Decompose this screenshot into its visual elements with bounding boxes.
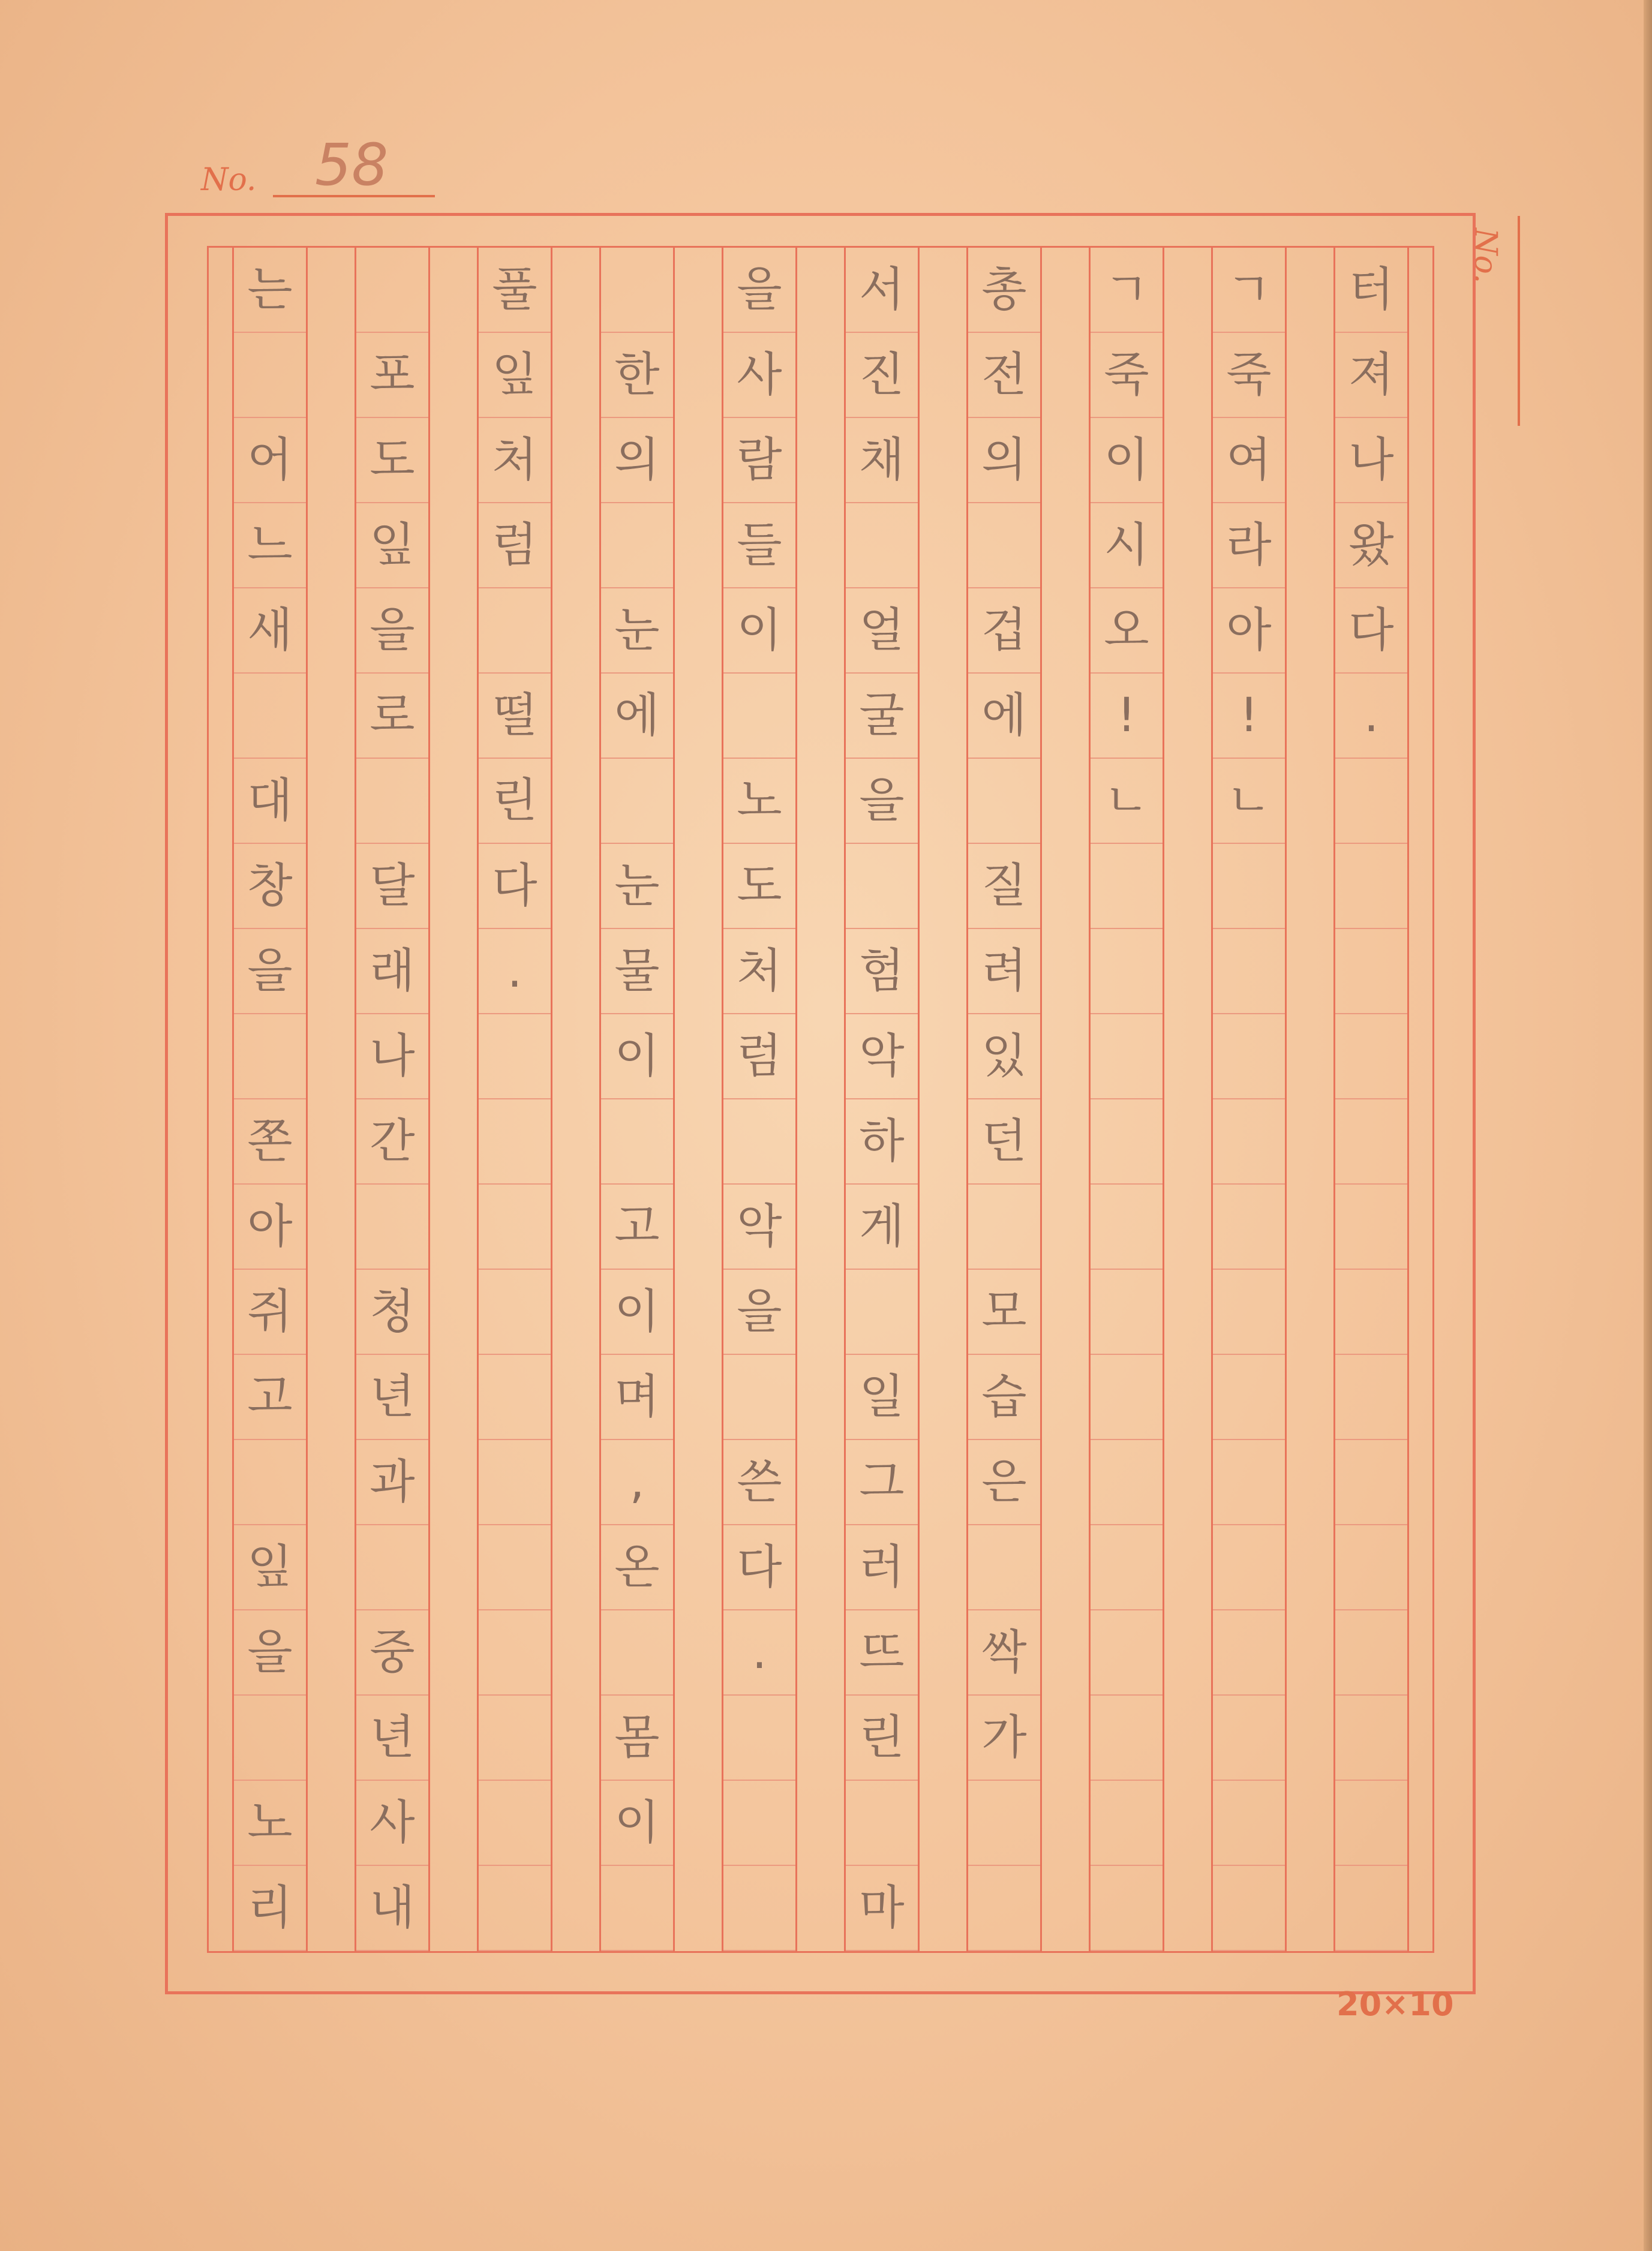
manuscript-cell (356, 248, 428, 333)
manuscript-cell (601, 248, 673, 333)
manuscript-cell: 대 (234, 759, 306, 844)
manuscript-cell (1335, 1014, 1407, 1099)
manuscript-cell (723, 1696, 795, 1781)
manuscript-cell (479, 1355, 551, 1440)
manuscript-cell: 싹 (968, 1610, 1040, 1696)
manuscript-cell: 얼 (846, 588, 918, 674)
manuscript-column (232, 248, 308, 1951)
manuscript-cell: 이 (601, 1014, 673, 1099)
manuscript-cell (479, 1781, 551, 1866)
manuscript-cell (1335, 1099, 1407, 1185)
manuscript-cell: 이 (601, 1270, 673, 1355)
manuscript-cell (1213, 1355, 1285, 1440)
manuscript-cell (1335, 1781, 1407, 1866)
manuscript-cell (1335, 1866, 1407, 1951)
manuscript-cell: ! (1091, 674, 1163, 759)
manuscript-cell: 을 (723, 1270, 795, 1355)
manuscript-cell: 몸 (601, 1696, 673, 1781)
manuscript-cell: . (723, 1610, 795, 1696)
manuscript-cell: 리 (234, 1866, 306, 1951)
manuscript-cell: 는 (234, 248, 306, 333)
manuscript-cell (356, 1185, 428, 1270)
manuscript-cell (1213, 929, 1285, 1014)
manuscript-cell (1213, 1610, 1285, 1696)
manuscript-cell: 있 (968, 1014, 1040, 1099)
manuscript-cell: 나 (1335, 418, 1407, 503)
manuscript-cell (1091, 1866, 1163, 1951)
manuscript-cell: 던 (968, 1099, 1040, 1185)
manuscript-cell (479, 1014, 551, 1099)
manuscript-cell: 다 (1335, 588, 1407, 674)
manuscript-cell (968, 1866, 1040, 1951)
manuscript-cell (356, 759, 428, 844)
side-number-label: No. (1467, 228, 1503, 284)
manuscript-cell (601, 503, 673, 588)
grid-size-label: 20×10 (1336, 1985, 1454, 2023)
manuscript-cell: 쫀 (234, 1099, 306, 1185)
manuscript-cell (968, 503, 1040, 588)
manuscript-cell (1213, 1270, 1285, 1355)
manuscript-cell (356, 1525, 428, 1610)
manuscript-cell: 노 (723, 759, 795, 844)
manuscript-cell (1213, 1866, 1285, 1951)
manuscript-cell (1091, 1610, 1163, 1696)
manuscript-cell: 잎 (234, 1525, 306, 1610)
manuscript-cell (1335, 1270, 1407, 1355)
manuscript-cell: 일 (846, 1355, 918, 1440)
manuscript-cell: 모 (968, 1270, 1040, 1355)
manuscript-cell: 의 (968, 418, 1040, 503)
manuscript-cell (1091, 1696, 1163, 1781)
manuscript-cell: ㄱ (1091, 248, 1163, 333)
manuscript-cell (1335, 759, 1407, 844)
manuscript-cell (479, 1440, 551, 1525)
manuscript-cell (479, 1099, 551, 1185)
manuscript-cell: 하 (846, 1099, 918, 1185)
manuscript-cell (479, 1270, 551, 1355)
manuscript-column (599, 248, 675, 1951)
manuscript-cell (1335, 1610, 1407, 1696)
manuscript-column (844, 248, 920, 1951)
manuscript-cell (1335, 1355, 1407, 1440)
manuscript-cell: 진 (846, 333, 918, 418)
manuscript-cell (1091, 1099, 1163, 1185)
manuscript-cell (1091, 1270, 1163, 1355)
manuscript-cell: 풀 (479, 248, 551, 333)
manuscript-cell (968, 1185, 1040, 1270)
manuscript-cell: 굴 (846, 674, 918, 759)
manuscript-cell (479, 588, 551, 674)
manuscript-cell: 처 (479, 418, 551, 503)
manuscript-cell: 에 (601, 674, 673, 759)
manuscript-cell: 중 (356, 1610, 428, 1696)
manuscript-cell (1335, 929, 1407, 1014)
manuscript-cell (601, 759, 673, 844)
manuscript-cell: 온 (601, 1525, 673, 1610)
manuscript-cell (1091, 1781, 1163, 1866)
manuscript-column (477, 248, 552, 1951)
manuscript-cell (1213, 1440, 1285, 1525)
manuscript-cell: 의 (601, 418, 673, 503)
manuscript-cell: 을 (234, 1610, 306, 1696)
manuscript-cell: . (1335, 674, 1407, 759)
manuscript-cell: 물 (601, 929, 673, 1014)
manuscript-cell: 을 (723, 248, 795, 333)
manuscript-cell: 죽 (1213, 333, 1285, 418)
manuscript-cell (1335, 844, 1407, 929)
manuscript-cell: ! (1213, 674, 1285, 759)
manuscript-cell: 도 (723, 844, 795, 929)
manuscript-cell: 창 (234, 844, 306, 929)
manuscript-cell (601, 1866, 673, 1951)
manuscript-cell (479, 1866, 551, 1951)
manuscript-cell: 뜨 (846, 1610, 918, 1696)
manuscript-cell: 죽 (1091, 333, 1163, 418)
manuscript-cell (723, 1866, 795, 1951)
manuscript-cell (1335, 1525, 1407, 1610)
manuscript-cell (234, 1014, 306, 1099)
manuscript-cell: 눈 (601, 844, 673, 929)
manuscript-cell (1091, 1014, 1163, 1099)
manuscript-cell (1091, 929, 1163, 1014)
manuscript-cell: 들 (723, 503, 795, 588)
manuscript-cell: 처 (723, 929, 795, 1014)
manuscript-cell (846, 844, 918, 929)
number-label: No. (201, 162, 257, 198)
manuscript-column (1211, 248, 1287, 1951)
manuscript-cell: 린 (846, 1696, 918, 1781)
manuscript-cell: 습 (968, 1355, 1040, 1440)
manuscript-cell: 에 (968, 674, 1040, 759)
manuscript-cell: 이 (1091, 418, 1163, 503)
manuscript-cell (1213, 1014, 1285, 1099)
manuscript-cell: 그 (846, 1440, 918, 1525)
manuscript-cell: 을 (846, 759, 918, 844)
manuscript-column (355, 248, 430, 1951)
manuscript-cell: 마 (846, 1866, 918, 1951)
manuscript-cell: 래 (356, 929, 428, 1014)
manuscript-cell (1335, 1696, 1407, 1781)
manuscript-cell (234, 333, 306, 418)
manuscript-cell: 악 (723, 1185, 795, 1270)
manuscript-column (1089, 248, 1164, 1951)
manuscript-cell: 년 (356, 1355, 428, 1440)
manuscript-cell: 떨 (479, 674, 551, 759)
manuscript-cell: 다 (479, 844, 551, 929)
paper-edge (1644, 0, 1652, 2251)
manuscript-cell (234, 1440, 306, 1525)
manuscript-cell: 여 (1213, 418, 1285, 503)
manuscript-cell: 려 (968, 929, 1040, 1014)
manuscript-cell (1335, 1440, 1407, 1525)
manuscript-cell (479, 1185, 551, 1270)
manuscript-cell: ㄴ (1091, 759, 1163, 844)
manuscript-cell: 채 (846, 418, 918, 503)
manuscript-cell: 쓴 (723, 1440, 795, 1525)
manuscript-cell (479, 1610, 551, 1696)
manuscript-cell (968, 1525, 1040, 1610)
manuscript-cell (968, 1781, 1040, 1866)
manuscript-cell (479, 1696, 551, 1781)
manuscript-cell: 이 (723, 588, 795, 674)
manuscript-grid (207, 246, 1434, 1953)
manuscript-cell: 과 (356, 1440, 428, 1525)
manuscript-cell (1213, 844, 1285, 929)
manuscript-cell: 오 (1091, 588, 1163, 674)
manuscript-cell (1091, 1440, 1163, 1525)
manuscript-cell (1091, 844, 1163, 929)
manuscript-cell: 터 (1335, 248, 1407, 333)
manuscript-columns (209, 248, 1432, 1951)
manuscript-cell: 럼 (723, 1014, 795, 1099)
manuscript-cell: 눈 (601, 588, 673, 674)
manuscript-cell: 을 (356, 588, 428, 674)
manuscript-cell: 을 (234, 929, 306, 1014)
manuscript-cell (723, 1781, 795, 1866)
manuscript-cell (1091, 1185, 1163, 1270)
manuscript-cell: 나 (356, 1014, 428, 1099)
manuscript-cell: 간 (356, 1099, 428, 1185)
manuscript-cell (1091, 1525, 1163, 1610)
manuscript-cell: 고 (234, 1355, 306, 1440)
manuscript-column (722, 248, 797, 1951)
side-number-field (1467, 216, 1520, 426)
manuscript-cell: 은 (968, 1440, 1040, 1525)
manuscript-cell: 포 (356, 333, 428, 418)
manuscript-cell: 험 (846, 929, 918, 1014)
manuscript-cell (601, 1610, 673, 1696)
manuscript-cell: ㄱ (1213, 248, 1285, 333)
manuscript-cell (723, 1099, 795, 1185)
manuscript-cell: 이 (601, 1781, 673, 1866)
manuscript-cell (846, 503, 918, 588)
manuscript-column (966, 248, 1042, 1951)
manuscript-cell: 노 (234, 1781, 306, 1866)
manuscript-cell (846, 1781, 918, 1866)
manuscript-cell (234, 674, 306, 759)
manuscript-column (1333, 248, 1409, 1951)
manuscript-cell (1213, 1099, 1285, 1185)
manuscript-cell (479, 1525, 551, 1610)
manuscript-cell (968, 759, 1040, 844)
manuscript-cell: 사 (723, 333, 795, 418)
manuscript-cell: 잎 (479, 333, 551, 418)
page-number: 58 (273, 135, 435, 197)
manuscript-cell: 년 (356, 1696, 428, 1781)
manuscript-cell (601, 1099, 673, 1185)
manuscript-cell: 한 (601, 333, 673, 418)
manuscript-cell (846, 1270, 918, 1355)
manuscript-cell: 질 (968, 844, 1040, 929)
manuscript-cell: 아 (1213, 588, 1285, 674)
manuscript-cell: 청 (356, 1270, 428, 1355)
manuscript-cell: 도 (356, 418, 428, 503)
manuscript-cell (1213, 1185, 1285, 1270)
manuscript-cell: 총 (968, 248, 1040, 333)
manuscript-cell: 느 (234, 503, 306, 588)
manuscript-cell: 고 (601, 1185, 673, 1270)
manuscript-cell: 린 (479, 759, 551, 844)
manuscript-cell (1335, 1185, 1407, 1270)
manuscript-cell (723, 1355, 795, 1440)
manuscript-cell (1091, 1355, 1163, 1440)
manuscript-cell: 전 (968, 333, 1040, 418)
manuscript-cell: 악 (846, 1014, 918, 1099)
manuscript-cell: 사 (356, 1781, 428, 1866)
manuscript-cell: 왔 (1335, 503, 1407, 588)
manuscript-cell: 며 (601, 1355, 673, 1440)
manuscript-cell: 시 (1091, 503, 1163, 588)
manuscript-cell: 로 (356, 674, 428, 759)
manuscript-cell: 게 (846, 1185, 918, 1270)
manuscript-cell: 다 (723, 1525, 795, 1610)
manuscript-cell (1213, 1525, 1285, 1610)
manuscript-cell: 서 (846, 248, 918, 333)
manuscript-cell: 져 (1335, 333, 1407, 418)
manuscript-cell: 달 (356, 844, 428, 929)
manuscript-cell: 내 (356, 1866, 428, 1951)
manuscript-cell (723, 674, 795, 759)
manuscript-cell (1213, 1781, 1285, 1866)
manuscript-cell: , (601, 1440, 673, 1525)
manuscript-cell: . (479, 929, 551, 1014)
manuscript-cell (1213, 1696, 1285, 1781)
manuscript-cell: 럼 (479, 503, 551, 588)
manuscript-cell: 새 (234, 588, 306, 674)
manuscript-cell: 람 (723, 418, 795, 503)
manuscript-cell: 아 (234, 1185, 306, 1270)
manuscript-cell: 겁 (968, 588, 1040, 674)
manuscript-cell (234, 1696, 306, 1781)
manuscript-cell: 쥐 (234, 1270, 306, 1355)
manuscript-cell: 잎 (356, 503, 428, 588)
manuscript-cell: 러 (846, 1525, 918, 1610)
manuscript-cell: 라 (1213, 503, 1285, 588)
manuscript-cell: 어 (234, 418, 306, 503)
manuscript-cell: ㄴ (1213, 759, 1285, 844)
manuscript-cell: 가 (968, 1696, 1040, 1781)
